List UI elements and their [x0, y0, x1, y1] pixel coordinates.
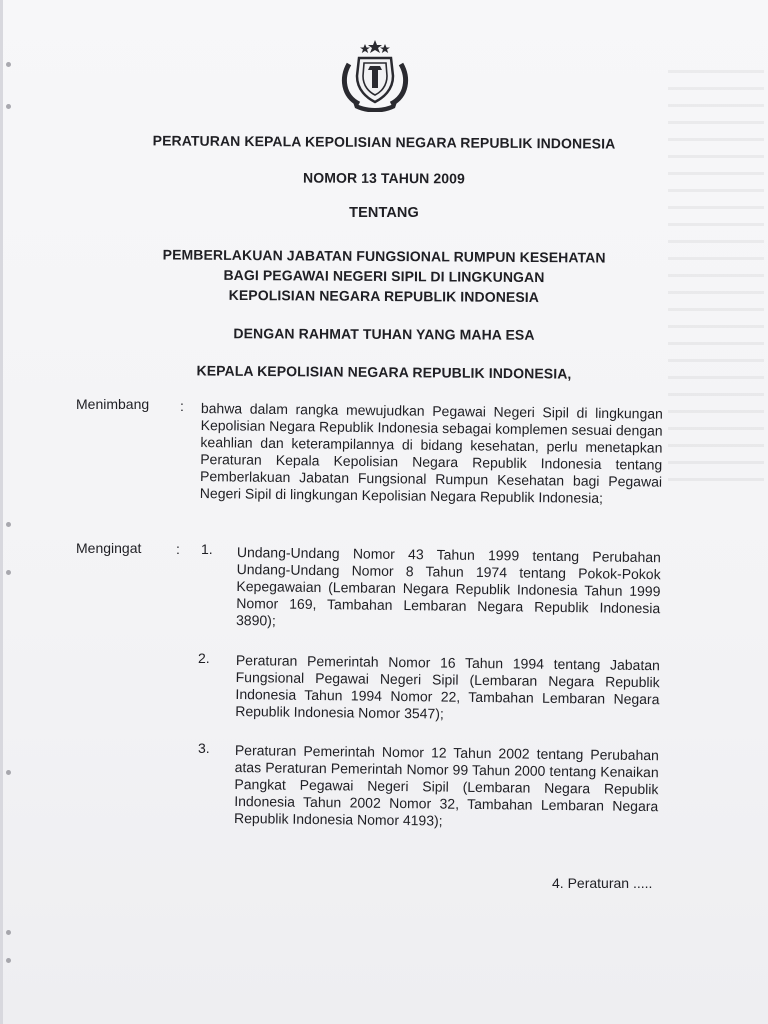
blessing-heading: DENGAN RAHMAT TUHAN YANG MAHA ESA: [233, 325, 535, 343]
remembering-label: Mengingat: [76, 540, 142, 556]
issuer-heading: KEPALA KEPOLISIAN NEGARA REPUBLIK INDONESIA,: [196, 362, 572, 382]
considering-text: bahwa dalam rangka mewujudkan Pegawai Negeri Sipil di lingkungan Kepolisian Negara Republik Indonesia sebagai komplemen sesuai dengan keahlian dan keterampilannya di bidang kesehatan, perlu menetapkan Peraturan Kepala Kepolisian Negara Republik Indonesia tentang Pemberlakuan Jabatan Fungsional Rumpun Kesehatan bagi Pegawai Negeri Sipil di lingkungan Kepolisian Negara Republik Indonesia;: [199, 400, 663, 506]
page-edge: [0, 0, 3, 1024]
remembering-item-text: Peraturan Pemerintah Nomor 12 Tahun 2002 tentang Perubahan atas Peraturan Pemerintah Nomor 99 Tahun 2000 tentang Kenaikan Pangkat Pegawai Negeri Sipil (Lembaran Negara Republik Indonesia Tahun 2002 Nomor 32, Tambahan Lembaran Negara Republik Indonesia Nomor 4193);: [233, 742, 659, 829]
continuation-reference: 4. Peraturan .....: [552, 875, 653, 891]
subject-line: PEMBERLAKUAN JABATAN FUNGSIONAL RUMPUN KESEHATAN: [162, 246, 606, 266]
subject-line: BAGI PEGAWAI NEGERI SIPIL DI LINGKUNGAN: [223, 266, 545, 286]
considering-label: Menimbang: [76, 396, 150, 412]
regulation-subject: [0, 243, 768, 308]
remembering-item-text: Peraturan Pemerintah Nomor 16 Tahun 1994 tentang Jabatan Fungsional Pegawai Negeri Sipil (Lembaran Negara Republik Indonesia Tahun 1994 Nomor 22, Tambahan Lembaran Negara Republik Indonesia Nomor 3547);: [235, 652, 660, 722]
considering-colon: :: [180, 398, 184, 414]
subject-line: KEPOLISIAN NEGARA REPUBLIK INDONESIA: [228, 286, 540, 306]
remembering-item-text: Undang-Undang Nomor 43 Tahun 1999 tentang Perubahan Undang-Undang Nomor 8 Tahun 1974 tentang Pokok-Pokok Kepegawaian (Lembaran Negara Republik Indonesia Tahun 1999 Nomor 169, Tambahan Lembaran Negara Republik Indonesia 3890);: [235, 544, 661, 629]
remembering-item-number: 2.: [198, 650, 210, 666]
remembering-item-number: 3.: [198, 740, 210, 756]
regulation-title: PERATURAN KEPALA KEPOLISIAN NEGARA REPUBLIK INDONESIA: [152, 132, 616, 152]
about-heading: TENTANG: [349, 205, 419, 221]
police-emblem-icon: [335, 38, 415, 112]
remembering-item-number: 1.: [201, 541, 213, 557]
regulation-number: NOMOR 13 TAHUN 2009: [303, 169, 465, 187]
remembering-colon: :: [176, 541, 180, 557]
